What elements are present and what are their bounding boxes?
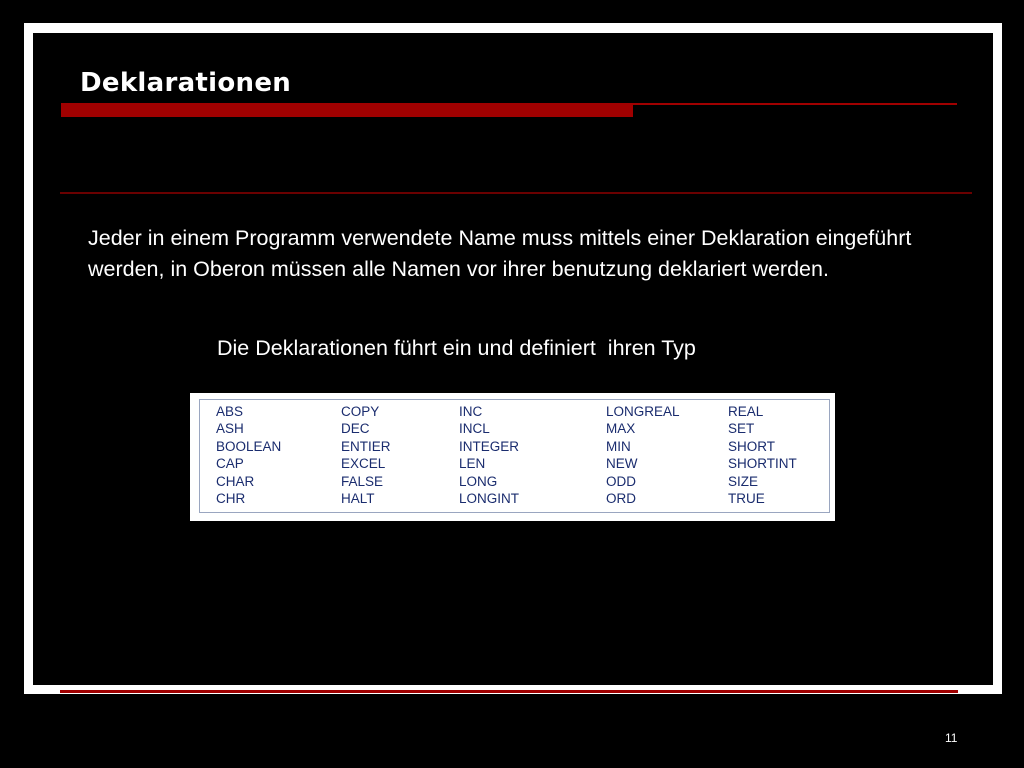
keyword-cell: REAL bbox=[728, 404, 764, 419]
keyword-cell: ORD bbox=[606, 491, 636, 506]
keyword-cell: DEC bbox=[341, 421, 370, 437]
keyword-cell: LONG bbox=[459, 473, 498, 489]
keyword-table bbox=[190, 393, 835, 521]
keyword-cell: CHR bbox=[216, 491, 246, 506]
keyword-cell: LONGREAL bbox=[606, 404, 680, 419]
slide-title: Deklarationen bbox=[80, 68, 292, 98]
footer-line bbox=[60, 690, 958, 693]
keyword-cell: SET bbox=[728, 421, 755, 437]
page-number: 11 bbox=[945, 731, 958, 745]
keyword-cell: MIN bbox=[606, 438, 631, 454]
subheading: Die Deklarationen führt ein und definiert ihren Typ bbox=[217, 336, 696, 360]
keyword-cell: CAP bbox=[216, 456, 244, 472]
keyword-cell: INTEGER bbox=[459, 438, 520, 454]
keyword-cell: ENTIER bbox=[341, 438, 391, 454]
keyword-cell: BOOLEAN bbox=[216, 438, 282, 454]
keyword-cell: LEN bbox=[459, 456, 486, 472]
keyword-cell: COPY bbox=[341, 404, 380, 419]
keyword-cell: INC bbox=[459, 404, 483, 419]
keyword-cell: NEW bbox=[606, 456, 638, 472]
keyword-cell: EXCEL bbox=[341, 456, 386, 472]
keyword-cell: HALT bbox=[341, 491, 375, 506]
keyword-cell: ABS bbox=[216, 404, 244, 419]
body-paragraph: Jeder in einem Programm verwendete Name muss mittels einer Deklaration eingeführt werden, in Oberon müssen alle Namen vor ihrer benutzung deklariert werden. bbox=[88, 226, 912, 281]
keyword-cell: SHORTINT bbox=[728, 456, 797, 472]
keyword-cell: SHORT bbox=[728, 438, 776, 454]
keyword-cell: ODD bbox=[606, 473, 636, 489]
keyword-cell: SIZE bbox=[728, 473, 759, 489]
keyword-cell: CHAR bbox=[216, 473, 255, 489]
keyword-cell: MAX bbox=[606, 421, 636, 437]
keyword-cell: ASH bbox=[216, 421, 244, 437]
keyword-cell: FALSE bbox=[341, 473, 384, 489]
keyword-cell: LONGINT bbox=[459, 491, 520, 506]
keyword-cell: INCL bbox=[459, 421, 490, 437]
title-underline-thick bbox=[61, 103, 633, 117]
divider-line bbox=[60, 192, 972, 194]
keyword-cell: TRUE bbox=[728, 491, 765, 506]
